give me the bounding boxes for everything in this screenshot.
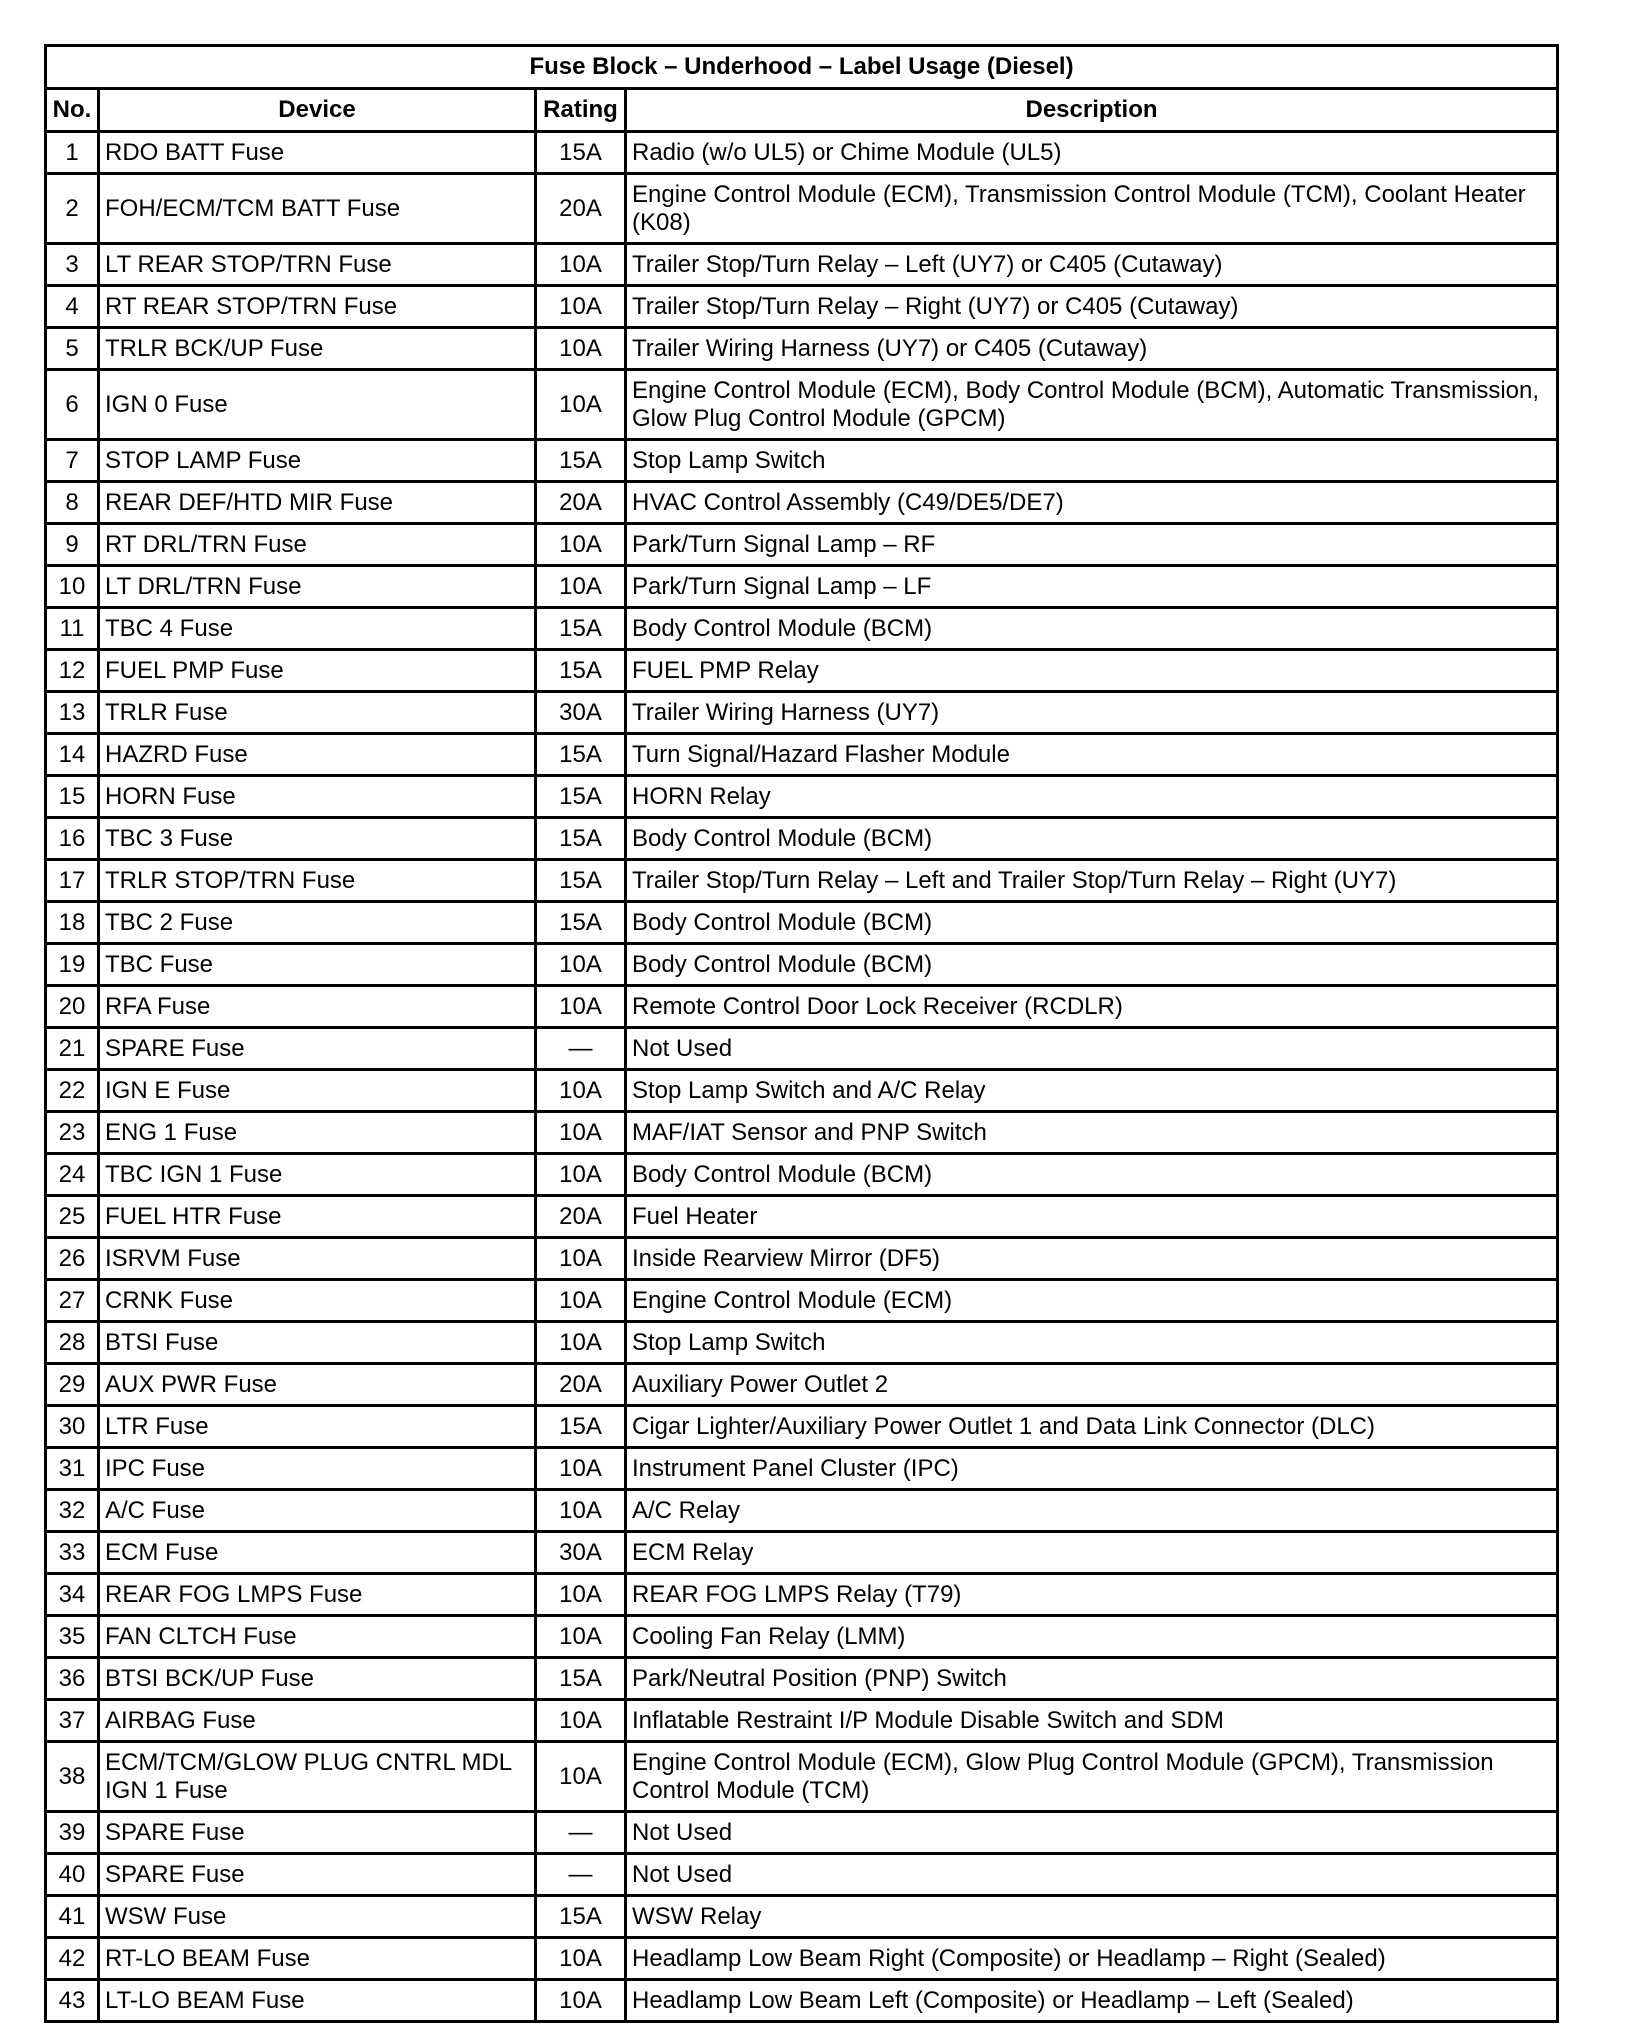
fuse-number: 34 (46, 1574, 99, 1616)
fuse-number: 19 (46, 944, 99, 986)
fuse-number: 43 (46, 1980, 99, 2022)
table-row (46, 1742, 1558, 1812)
fuse-device: RFA Fuse (99, 986, 536, 1028)
table-row (46, 132, 1558, 174)
fuse-description: HVAC Control Assembly (C49/DE5/DE7) (626, 482, 1558, 524)
fuse-rating: 10A (536, 1154, 626, 1196)
fuse-number: 7 (46, 440, 99, 482)
fuse-rating: 10A (536, 524, 626, 566)
fuse-device: TBC 2 Fuse (99, 902, 536, 944)
fuse-number: 37 (46, 1700, 99, 1742)
fuse-description: Park/Turn Signal Lamp – LF (626, 566, 1558, 608)
fuse-description: Engine Control Module (ECM), Transmission Control Module (TCM), Coolant Heater (K08) (626, 174, 1558, 244)
fuse-rating: 20A (536, 174, 626, 244)
fuse-number: 6 (46, 370, 99, 440)
fuse-device: BTSI BCK/UP Fuse (99, 1658, 536, 1700)
fuse-rating: 20A (536, 1364, 626, 1406)
fuse-rating: 15A (536, 650, 626, 692)
fuse-description: HORN Relay (626, 776, 1558, 818)
fuse-rating: 10A (536, 1574, 626, 1616)
table-row (46, 776, 1558, 818)
fuse-number: 21 (46, 1028, 99, 1070)
fuse-device: ECM Fuse (99, 1532, 536, 1574)
fuse-rating: 30A (536, 692, 626, 734)
table-row (46, 1658, 1558, 1700)
fuse-device: FUEL PMP Fuse (99, 650, 536, 692)
fuse-rating: 10A (536, 1742, 626, 1812)
fuse-description: Auxiliary Power Outlet 2 (626, 1364, 1558, 1406)
table-row (46, 286, 1558, 328)
fuse-number: 11 (46, 608, 99, 650)
fuse-description: Trailer Stop/Turn Relay – Left (UY7) or C405 (Cutaway) (626, 244, 1558, 286)
fuse-rating: 15A (536, 818, 626, 860)
fuse-description: Inflatable Restraint I/P Module Disable Switch and SDM (626, 1700, 1558, 1742)
fuse-device: REAR FOG LMPS Fuse (99, 1574, 536, 1616)
fuse-device: SPARE Fuse (99, 1812, 536, 1854)
fuse-description: Stop Lamp Switch and A/C Relay (626, 1070, 1558, 1112)
table-row (46, 174, 1558, 244)
fuse-rating: 10A (536, 1938, 626, 1980)
fuse-description: Instrument Panel Cluster (IPC) (626, 1448, 1558, 1490)
fuse-device: ENG 1 Fuse (99, 1112, 536, 1154)
table-row (46, 524, 1558, 566)
table-row (46, 1154, 1558, 1196)
fuse-device: TRLR BCK/UP Fuse (99, 328, 536, 370)
fuse-device: WSW Fuse (99, 1896, 536, 1938)
fuse-device: FAN CLTCH Fuse (99, 1616, 536, 1658)
fuse-number: 15 (46, 776, 99, 818)
table-row (46, 1364, 1558, 1406)
fuse-number: 41 (46, 1896, 99, 1938)
table-row (46, 692, 1558, 734)
fuse-description: Cooling Fan Relay (LMM) (626, 1616, 1558, 1658)
table-body (46, 132, 1558, 2022)
fuse-rating: 10A (536, 286, 626, 328)
table-row (46, 566, 1558, 608)
table-row (46, 1406, 1558, 1448)
table-row (46, 1028, 1558, 1070)
fuse-description: Not Used (626, 1028, 1558, 1070)
table-row (46, 1238, 1558, 1280)
table-row (46, 1070, 1558, 1112)
fuse-number: 32 (46, 1490, 99, 1532)
table-title: Fuse Block – Underhood – Label Usage (Diesel) (46, 46, 1558, 89)
fuse-number: 1 (46, 132, 99, 174)
fuse-description: Headlamp Low Beam Right (Composite) or Headlamp – Right (Sealed) (626, 1938, 1558, 1980)
fuse-rating: 10A (536, 1070, 626, 1112)
fuse-table (44, 44, 1559, 2023)
fuse-rating: 10A (536, 244, 626, 286)
fuse-description: Park/Turn Signal Lamp – RF (626, 524, 1558, 566)
fuse-number: 42 (46, 1938, 99, 1980)
fuse-description: Turn Signal/Hazard Flasher Module (626, 734, 1558, 776)
fuse-description: Remote Control Door Lock Receiver (RCDLR) (626, 986, 1558, 1028)
fuse-description: Not Used (626, 1854, 1558, 1896)
fuse-description: Not Used (626, 1812, 1558, 1854)
fuse-description: Trailer Wiring Harness (UY7) (626, 692, 1558, 734)
fuse-device: RDO BATT Fuse (99, 132, 536, 174)
fuse-rating: 15A (536, 1406, 626, 1448)
fuse-description: Headlamp Low Beam Left (Composite) or Headlamp – Left (Sealed) (626, 1980, 1558, 2022)
fuse-rating: 10A (536, 986, 626, 1028)
fuse-device: LT DRL/TRN Fuse (99, 566, 536, 608)
fuse-device: LT-LO BEAM Fuse (99, 1980, 536, 2022)
fuse-device: TRLR STOP/TRN Fuse (99, 860, 536, 902)
fuse-rating: 15A (536, 1896, 626, 1938)
fuse-device: AUX PWR Fuse (99, 1364, 536, 1406)
fuse-description: Stop Lamp Switch (626, 1322, 1558, 1364)
table-row (46, 482, 1558, 524)
fuse-number: 26 (46, 1238, 99, 1280)
header-device: Device (99, 89, 536, 132)
fuse-rating: 10A (536, 1490, 626, 1532)
fuse-description: Body Control Module (BCM) (626, 1154, 1558, 1196)
fuse-number: 13 (46, 692, 99, 734)
fuse-rating: 10A (536, 1280, 626, 1322)
fuse-number: 29 (46, 1364, 99, 1406)
fuse-rating: 10A (536, 566, 626, 608)
fuse-device: REAR DEF/HTD MIR Fuse (99, 482, 536, 524)
fuse-number: 17 (46, 860, 99, 902)
fuse-number: 14 (46, 734, 99, 776)
fuse-rating: — (536, 1854, 626, 1896)
fuse-device: LTR Fuse (99, 1406, 536, 1448)
table-row (46, 1616, 1558, 1658)
fuse-rating: — (536, 1812, 626, 1854)
table-row (46, 1854, 1558, 1896)
fuse-rating: 15A (536, 608, 626, 650)
fuse-number: 25 (46, 1196, 99, 1238)
table-row (46, 1490, 1558, 1532)
fuse-number: 8 (46, 482, 99, 524)
table-row (46, 818, 1558, 860)
table-row (46, 902, 1558, 944)
table-row (46, 650, 1558, 692)
fuse-number: 33 (46, 1532, 99, 1574)
fuse-rating: 10A (536, 1112, 626, 1154)
fuse-rating: 10A (536, 1700, 626, 1742)
header-rating: Rating (536, 89, 626, 132)
fuse-number: 20 (46, 986, 99, 1028)
fuse-number: 16 (46, 818, 99, 860)
fuse-device: IGN 0 Fuse (99, 370, 536, 440)
fuse-rating: 10A (536, 944, 626, 986)
fuse-description: Engine Control Module (ECM), Glow Plug Control Module (GPCM), Transmission Control Module (TCM) (626, 1742, 1558, 1812)
fuse-rating: 10A (536, 1238, 626, 1280)
header-no: No. (46, 89, 99, 132)
fuse-description: Body Control Module (BCM) (626, 818, 1558, 860)
fuse-number: 30 (46, 1406, 99, 1448)
table-row (46, 440, 1558, 482)
fuse-device: IGN E Fuse (99, 1070, 536, 1112)
fuse-device: TBC 4 Fuse (99, 608, 536, 650)
fuse-description: Trailer Stop/Turn Relay – Left and Trailer Stop/Turn Relay – Right (UY7) (626, 860, 1558, 902)
fuse-device: STOP LAMP Fuse (99, 440, 536, 482)
fuse-description: Trailer Wiring Harness (UY7) or C405 (Cutaway) (626, 328, 1558, 370)
fuse-device: TBC Fuse (99, 944, 536, 986)
table-row (46, 734, 1558, 776)
fuse-number: 4 (46, 286, 99, 328)
fuse-number: 27 (46, 1280, 99, 1322)
fuse-device: ECM/TCM/GLOW PLUG CNTRL MDL IGN 1 Fuse (99, 1742, 536, 1812)
table-row (46, 608, 1558, 650)
table-row (46, 860, 1558, 902)
fuse-device: TBC IGN 1 Fuse (99, 1154, 536, 1196)
fuse-description: Body Control Module (BCM) (626, 608, 1558, 650)
fuse-description: Engine Control Module (ECM), Body Control Module (BCM), Automatic Transmission, Glow Plug Control Module (GPCM) (626, 370, 1558, 440)
fuse-number: 3 (46, 244, 99, 286)
fuse-description: Body Control Module (BCM) (626, 944, 1558, 986)
table-title-row (46, 46, 1558, 89)
table-row (46, 1322, 1558, 1364)
table-row (46, 1896, 1558, 1938)
fuse-description: Body Control Module (BCM) (626, 902, 1558, 944)
fuse-description: Park/Neutral Position (PNP) Switch (626, 1658, 1558, 1700)
fuse-device: SPARE Fuse (99, 1854, 536, 1896)
table-row (46, 1700, 1558, 1742)
fuse-number: 5 (46, 328, 99, 370)
fuse-number: 10 (46, 566, 99, 608)
fuse-description: WSW Relay (626, 1896, 1558, 1938)
fuse-rating: 15A (536, 734, 626, 776)
fuse-device: ISRVM Fuse (99, 1238, 536, 1280)
fuse-rating: 10A (536, 1448, 626, 1490)
fuse-description: Engine Control Module (ECM) (626, 1280, 1558, 1322)
table-row (46, 1812, 1558, 1854)
fuse-description: REAR FOG LMPS Relay (T79) (626, 1574, 1558, 1616)
table-row (46, 1448, 1558, 1490)
fuse-device: RT REAR STOP/TRN Fuse (99, 286, 536, 328)
table-row (46, 1112, 1558, 1154)
table-row (46, 1280, 1558, 1322)
fuse-rating: 20A (536, 1196, 626, 1238)
fuse-number: 12 (46, 650, 99, 692)
fuse-rating: 15A (536, 132, 626, 174)
fuse-device: RT DRL/TRN Fuse (99, 524, 536, 566)
fuse-rating: 15A (536, 440, 626, 482)
fuse-device: AIRBAG Fuse (99, 1700, 536, 1742)
fuse-rating: 20A (536, 482, 626, 524)
table-row (46, 370, 1558, 440)
fuse-device: TBC 3 Fuse (99, 818, 536, 860)
fuse-description: Inside Rearview Mirror (DF5) (626, 1238, 1558, 1280)
fuse-rating: 15A (536, 776, 626, 818)
table-row (46, 1532, 1558, 1574)
fuse-description: ECM Relay (626, 1532, 1558, 1574)
fuse-rating: 10A (536, 370, 626, 440)
table-header-row (46, 89, 1558, 132)
fuse-description: MAF/IAT Sensor and PNP Switch (626, 1112, 1558, 1154)
fuse-number: 31 (46, 1448, 99, 1490)
table-row (46, 986, 1558, 1028)
fuse-description: A/C Relay (626, 1490, 1558, 1532)
fuse-rating: 30A (536, 1532, 626, 1574)
fuse-device: IPC Fuse (99, 1448, 536, 1490)
fuse-number: 39 (46, 1812, 99, 1854)
fuse-number: 28 (46, 1322, 99, 1364)
table-row (46, 1938, 1558, 1980)
fuse-description: Cigar Lighter/Auxiliary Power Outlet 1 and Data Link Connector (DLC) (626, 1406, 1558, 1448)
fuse-number: 22 (46, 1070, 99, 1112)
fuse-number: 35 (46, 1616, 99, 1658)
fuse-description: Radio (w/o UL5) or Chime Module (UL5) (626, 132, 1558, 174)
fuse-description: FUEL PMP Relay (626, 650, 1558, 692)
fuse-rating: 10A (536, 328, 626, 370)
fuse-number: 18 (46, 902, 99, 944)
fuse-description: Fuel Heater (626, 1196, 1558, 1238)
fuse-rating: 15A (536, 860, 626, 902)
fuse-description: Stop Lamp Switch (626, 440, 1558, 482)
fuse-device: CRNK Fuse (99, 1280, 536, 1322)
fuse-number: 23 (46, 1112, 99, 1154)
fuse-number: 36 (46, 1658, 99, 1700)
fuse-device: HORN Fuse (99, 776, 536, 818)
fuse-rating: 15A (536, 1658, 626, 1700)
fuse-number: 9 (46, 524, 99, 566)
fuse-rating: 10A (536, 1616, 626, 1658)
table-row (46, 1196, 1558, 1238)
table-row (46, 1980, 1558, 2022)
fuse-number: 24 (46, 1154, 99, 1196)
fuse-rating: — (536, 1028, 626, 1070)
fuse-device: SPARE Fuse (99, 1028, 536, 1070)
fuse-device: RT-LO BEAM Fuse (99, 1938, 536, 1980)
fuse-device: FOH/ECM/TCM BATT Fuse (99, 174, 536, 244)
table-row (46, 944, 1558, 986)
fuse-device: LT REAR STOP/TRN Fuse (99, 244, 536, 286)
fuse-number: 40 (46, 1854, 99, 1896)
header-description: Description (626, 89, 1558, 132)
table-row (46, 1574, 1558, 1616)
table-row (46, 328, 1558, 370)
fuse-rating: 10A (536, 1980, 626, 2022)
fuse-device: BTSI Fuse (99, 1322, 536, 1364)
fuse-number: 38 (46, 1742, 99, 1812)
fuse-number: 2 (46, 174, 99, 244)
table-row (46, 244, 1558, 286)
fuse-device: TRLR Fuse (99, 692, 536, 734)
fuse-device: A/C Fuse (99, 1490, 536, 1532)
fuse-device: FUEL HTR Fuse (99, 1196, 536, 1238)
fuse-device: HAZRD Fuse (99, 734, 536, 776)
fuse-rating: 10A (536, 1322, 626, 1364)
fuse-description: Trailer Stop/Turn Relay – Right (UY7) or C405 (Cutaway) (626, 286, 1558, 328)
fuse-rating: 15A (536, 902, 626, 944)
